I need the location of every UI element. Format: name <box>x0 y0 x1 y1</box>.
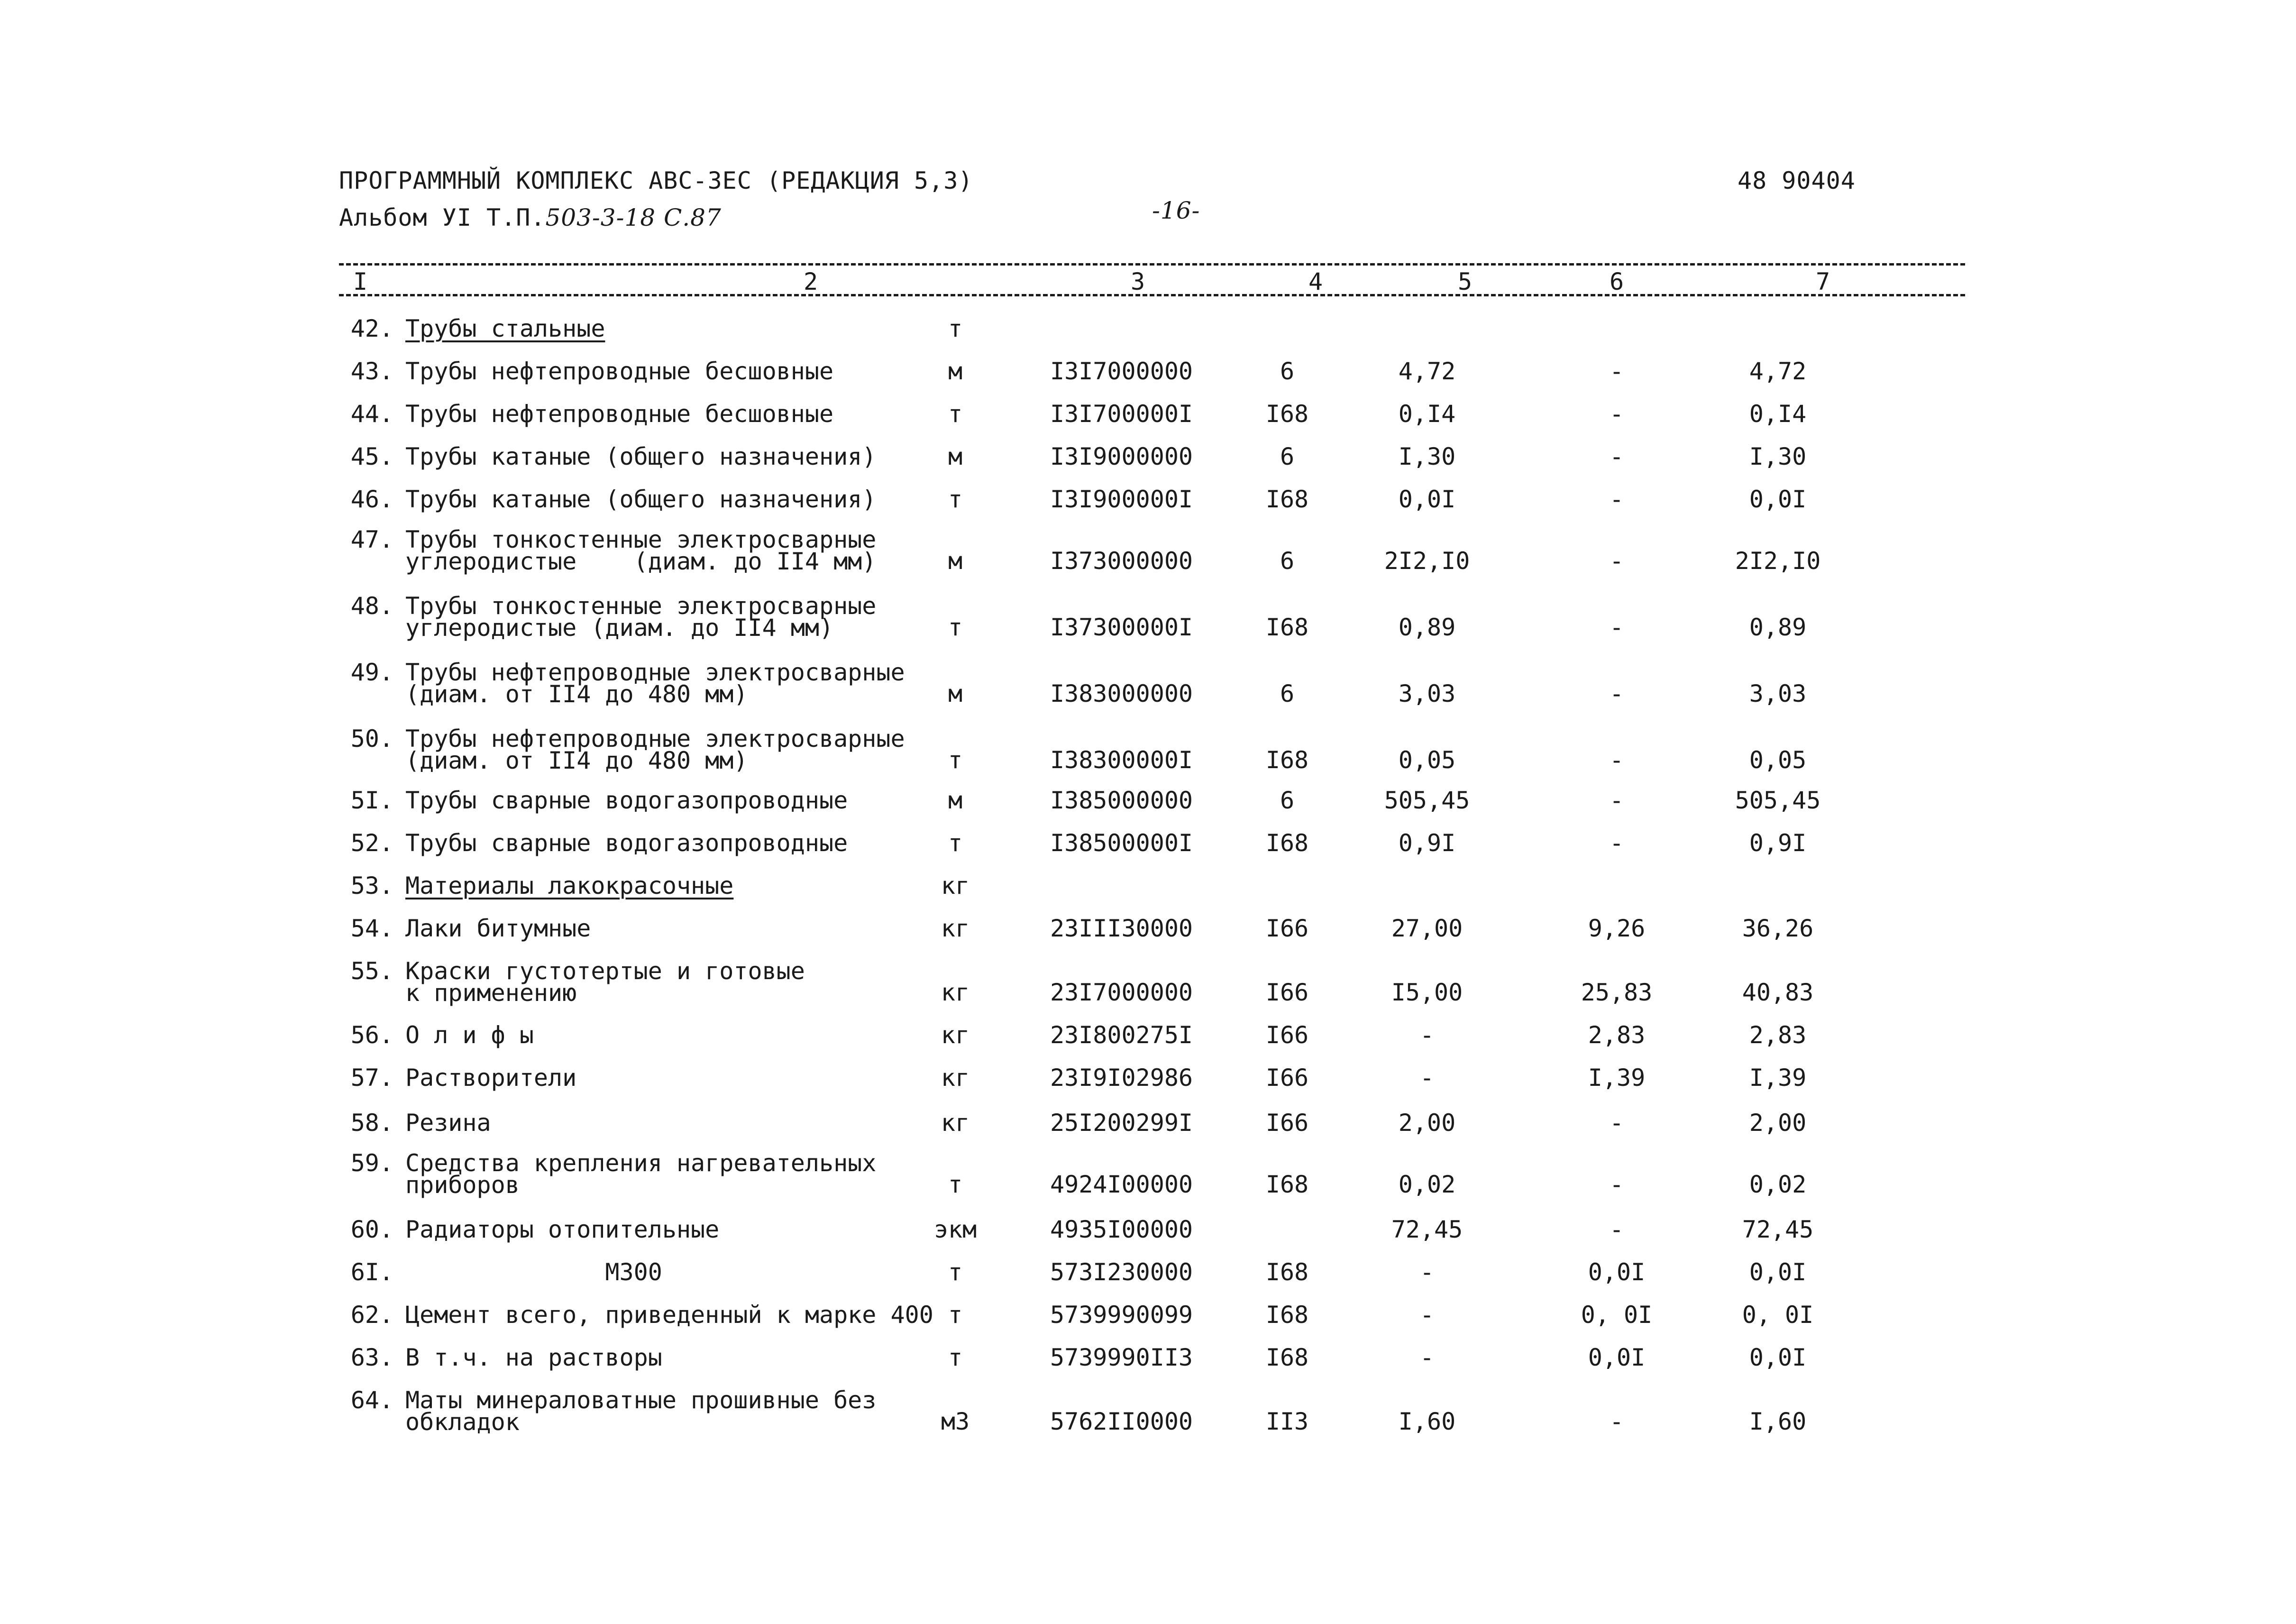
row-code: 5739990099 <box>1050 1301 1193 1329</box>
row-col6: - <box>1609 829 1624 857</box>
album-handwritten-number: 503-3-18 С.87 <box>545 204 722 231</box>
row-col5: 2,00 <box>1398 1109 1456 1137</box>
row-col7: 2,83 <box>1749 1021 1807 1049</box>
row-col6: - <box>1609 787 1624 814</box>
row-number: 56. <box>350 1021 393 1049</box>
row-col7: 0,9I <box>1749 829 1807 857</box>
row-col5: 72,45 <box>1391 1216 1463 1243</box>
row-name <box>405 1064 577 1092</box>
row-name-text: (диам. от II4 до 480 мм) <box>405 747 748 774</box>
row-name-text: углеродистые (диам. до II4 мм) <box>405 548 877 575</box>
column-number-5: 5 <box>1457 268 1473 295</box>
row-col6: 2,83 <box>1588 1021 1646 1049</box>
row-name-line <box>405 1021 534 1049</box>
column-number-2: 2 <box>803 268 818 295</box>
row-unit: м <box>948 680 963 707</box>
row-col6: - <box>1609 614 1624 641</box>
row-name-line <box>405 872 734 899</box>
row-number: 47. <box>350 526 393 553</box>
row-col7: 36,26 <box>1742 915 1814 942</box>
row-name <box>405 358 834 385</box>
row-unit: т <box>948 614 963 641</box>
row-col7: 0,I4 <box>1749 400 1807 428</box>
row-name-line <box>405 680 905 708</box>
row-name-line <box>405 443 877 470</box>
row-col6: 0,0I <box>1588 1258 1646 1286</box>
row-name-text: Трубы тонкостенные электросварные <box>405 526 877 553</box>
row-name-text: Трубы стальные <box>405 315 605 342</box>
row-col6: - <box>1609 1109 1624 1137</box>
row-code: I3I700000I <box>1050 400 1193 428</box>
row-code: 4935I00000 <box>1050 1216 1193 1243</box>
row-name-text: Цемент всего, приведенный к марке 400 <box>405 1301 933 1329</box>
row-unit: экм <box>933 1216 977 1243</box>
row-col4: I68 <box>1265 400 1309 428</box>
row-name-text: Средства крепления нагревательных <box>405 1149 877 1177</box>
row-col7: 505,45 <box>1735 787 1821 814</box>
row-col7: 0, 0I <box>1742 1301 1814 1329</box>
row-col5: 0,89 <box>1398 614 1456 641</box>
row-col5: - <box>1419 1021 1435 1049</box>
row-col6: 25,83 <box>1581 979 1653 1006</box>
row-code: I38300000I <box>1050 746 1193 774</box>
page-number: -16- <box>1152 197 1200 224</box>
row-name <box>405 915 591 942</box>
row-name-text: (диам. от II4 до 480 мм) <box>405 680 748 708</box>
row-name-text: В т.ч. на растворы <box>405 1344 662 1371</box>
row-col7: 0,05 <box>1749 746 1807 774</box>
row-col6: - <box>1609 486 1624 513</box>
row-name-text: О л и ф ы <box>405 1021 534 1049</box>
row-name <box>405 1149 877 1199</box>
row-name-line <box>405 1301 933 1329</box>
row-name-line <box>405 548 877 575</box>
row-name-text: Трубы сварные водогазопроводные <box>405 787 848 814</box>
row-code: I37300000I <box>1050 614 1193 641</box>
row-col5: - <box>1419 1064 1435 1092</box>
row-code: 25I200299I <box>1050 1109 1193 1137</box>
row-col6: - <box>1609 400 1624 428</box>
row-col4: I68 <box>1265 1258 1309 1286</box>
row-number: 53. <box>350 872 393 899</box>
row-code: 5762II0000 <box>1050 1408 1193 1435</box>
row-name-text: Трубы нефтепроводные бесшовные <box>405 400 834 428</box>
row-name <box>405 1301 933 1329</box>
row-number: 59. <box>350 1149 393 1177</box>
row-col5: 27,00 <box>1391 915 1463 942</box>
row-name-line <box>405 486 877 513</box>
row-col5: 4,72 <box>1398 358 1456 385</box>
row-name-text: Маты минераловатные прошивные без <box>405 1386 877 1414</box>
row-number: 60. <box>350 1216 393 1243</box>
row-col7: 0,0I <box>1749 1344 1807 1371</box>
row-col4: II3 <box>1265 1408 1309 1435</box>
row-col6: - <box>1609 746 1624 774</box>
row-number: 52. <box>350 829 393 857</box>
row-col6: - <box>1609 547 1624 575</box>
row-col7: I,60 <box>1749 1408 1807 1435</box>
row-col7: I,30 <box>1749 443 1807 470</box>
row-number: 46. <box>350 486 393 513</box>
row-name-line <box>405 1344 662 1371</box>
row-col7: 72,45 <box>1742 1216 1814 1243</box>
row-col7: 0,0I <box>1749 486 1807 513</box>
row-unit: кг <box>941 915 970 942</box>
row-unit: т <box>948 1258 963 1286</box>
row-name-text: М300 <box>405 1258 662 1286</box>
row-col6: 0,0I <box>1588 1344 1646 1371</box>
header-bottom-rule <box>339 294 1965 296</box>
row-col4: I66 <box>1265 1109 1309 1137</box>
row-number: 48. <box>350 592 393 620</box>
row-name <box>405 659 905 708</box>
row-unit: т <box>948 1344 963 1371</box>
row-code: I3I7000000 <box>1050 358 1193 385</box>
row-name-text: Растворители <box>405 1064 577 1092</box>
row-col6: 0, 0I <box>1581 1301 1653 1329</box>
row-col5: - <box>1419 1258 1435 1286</box>
column-number-1: I <box>353 268 368 295</box>
row-number: 63. <box>350 1344 393 1371</box>
row-name-text: обкладок <box>405 1408 520 1436</box>
row-col5: 0,I4 <box>1398 400 1456 428</box>
row-number: 49. <box>350 659 393 686</box>
row-name-line <box>405 1064 577 1092</box>
row-name-text: Трубы нефтепроводные бесшовные <box>405 358 834 385</box>
row-col4: I66 <box>1265 915 1309 942</box>
row-name-text: Краски густотертые и готовые <box>405 957 805 985</box>
row-number: 6I. <box>350 1258 393 1286</box>
row-unit: кг <box>941 872 970 899</box>
row-code: 23I800275I <box>1050 1021 1193 1049</box>
row-number: 62. <box>350 1301 393 1329</box>
row-col4: I66 <box>1265 979 1309 1006</box>
row-name-line <box>405 315 605 342</box>
row-code: I373000000 <box>1050 547 1193 575</box>
row-unit: т <box>948 1171 963 1198</box>
row-col7: 2,00 <box>1749 1109 1807 1137</box>
row-unit: т <box>948 746 963 774</box>
row-unit: м3 <box>941 1408 970 1435</box>
row-name-line <box>405 1408 876 1436</box>
row-name-line <box>405 400 834 428</box>
row-code: 5739990II3 <box>1050 1344 1193 1371</box>
row-name <box>405 957 805 1007</box>
row-name <box>405 1344 662 1371</box>
row-number: 57. <box>350 1064 393 1092</box>
row-unit: м <box>948 787 963 814</box>
album-reference <box>339 204 722 231</box>
row-col5: - <box>1419 1344 1435 1371</box>
row-col4: I68 <box>1265 1171 1309 1198</box>
row-unit: т <box>948 400 963 428</box>
row-col7: 0,02 <box>1749 1171 1807 1198</box>
row-number: 50. <box>350 725 393 752</box>
row-name-text: углеродистые (диам. до II4 мм) <box>405 614 834 642</box>
row-name-line <box>405 915 591 942</box>
row-col4: 6 <box>1280 680 1295 707</box>
row-number: 43. <box>350 358 393 385</box>
row-unit: кг <box>941 1109 970 1137</box>
row-col4: 6 <box>1280 547 1295 575</box>
row-number: 44. <box>350 400 393 428</box>
row-number: 58. <box>350 1109 393 1137</box>
row-col7: 0,0I <box>1749 1258 1807 1286</box>
row-col7: 4,72 <box>1749 358 1807 385</box>
row-col4: 6 <box>1280 443 1295 470</box>
row-unit: м <box>948 547 963 575</box>
row-col5: 0,9I <box>1398 829 1456 857</box>
row-code: I38500000I <box>1050 829 1193 857</box>
row-unit: м <box>948 443 963 470</box>
row-name <box>405 315 605 342</box>
row-name-line <box>405 614 876 642</box>
row-name-text: приборов <box>405 1171 520 1199</box>
row-name-line <box>405 1109 491 1137</box>
column-number-6: 6 <box>1609 268 1624 295</box>
column-number-4: 4 <box>1308 268 1323 295</box>
row-code: 23III30000 <box>1050 915 1193 942</box>
row-col6: - <box>1609 443 1624 470</box>
row-col4: I68 <box>1265 829 1309 857</box>
row-unit: т <box>948 315 963 342</box>
row-unit: т <box>948 1301 963 1329</box>
row-name-line <box>405 1171 876 1199</box>
row-name <box>405 592 877 642</box>
row-col4: 6 <box>1280 787 1295 814</box>
row-number: 54. <box>350 915 393 942</box>
row-col4: I66 <box>1265 1064 1309 1092</box>
row-code: I3I900000I <box>1050 486 1193 513</box>
row-col4: 6 <box>1280 358 1295 385</box>
row-col4: I68 <box>1265 1301 1309 1329</box>
column-number-3: 3 <box>1130 268 1145 295</box>
row-name <box>405 829 848 857</box>
row-code: 23I9I02986 <box>1050 1064 1193 1092</box>
table-top-rule <box>339 263 1965 266</box>
row-name-line <box>405 358 834 385</box>
row-col7: 2I2,I0 <box>1735 547 1821 575</box>
row-number: 55. <box>350 957 393 985</box>
row-name-line <box>405 787 848 814</box>
row-name <box>405 1386 877 1436</box>
row-name-line <box>405 747 905 774</box>
row-name-text: Радиаторы отопительные <box>405 1216 720 1243</box>
row-code: I383000000 <box>1050 680 1193 707</box>
row-unit: кг <box>941 1021 970 1049</box>
row-unit: м <box>948 358 963 385</box>
row-name-line <box>405 829 848 857</box>
row-col4: I66 <box>1265 1021 1309 1049</box>
row-col5: - <box>1419 1301 1435 1329</box>
row-name-text: Трубы нефтепроводные электросварные <box>405 725 905 752</box>
row-col4: I68 <box>1265 1344 1309 1371</box>
row-col7: 0,89 <box>1749 614 1807 641</box>
row-name-text: Лаки битумные <box>405 915 591 942</box>
row-name-line <box>405 979 805 1007</box>
row-name <box>405 400 834 428</box>
album-label: Альбом УI Т.П. <box>339 204 546 231</box>
row-col6: - <box>1609 1408 1624 1435</box>
row-col6: - <box>1609 680 1624 707</box>
row-name-text: Трубы катаные (общего назначения) <box>405 443 877 470</box>
row-number: 5I. <box>350 787 393 814</box>
row-col5: 0,02 <box>1398 1171 1456 1198</box>
row-name <box>405 486 877 513</box>
row-code: I3I9000000 <box>1050 443 1193 470</box>
row-name-text: Трубы катаные (общего назначения) <box>405 486 877 513</box>
row-col5: 0,0I <box>1398 486 1456 513</box>
row-col7: 40,83 <box>1742 979 1814 1006</box>
row-col7: I,39 <box>1749 1064 1807 1092</box>
row-name-text: Трубы нефтепроводные электросварные <box>405 659 905 686</box>
row-col6: - <box>1609 1216 1624 1243</box>
row-col5: 0,05 <box>1398 746 1456 774</box>
row-number: 64. <box>350 1386 393 1414</box>
row-code: 4924I00000 <box>1050 1171 1193 1198</box>
row-unit: т <box>948 829 963 857</box>
row-col6: I,39 <box>1588 1064 1646 1092</box>
row-name <box>405 725 905 774</box>
row-name <box>405 1021 534 1049</box>
row-name <box>405 526 877 575</box>
row-col6: 9,26 <box>1588 915 1646 942</box>
column-number-7: 7 <box>1815 268 1830 295</box>
row-col4: I68 <box>1265 614 1309 641</box>
row-col5: 3,03 <box>1398 680 1456 707</box>
row-name-line <box>405 1216 720 1243</box>
row-name-text: Трубы тонкостенные электросварные <box>405 592 877 620</box>
row-unit: т <box>948 486 963 513</box>
document-code: 48 90404 <box>1738 167 1856 194</box>
row-col4: I68 <box>1265 486 1309 513</box>
row-name-text: к применению <box>405 979 577 1007</box>
row-code: 573I230000 <box>1050 1258 1193 1286</box>
row-col5: I,60 <box>1398 1408 1456 1435</box>
row-name <box>405 1216 720 1243</box>
row-code: 23I7000000 <box>1050 979 1193 1006</box>
row-col6: - <box>1609 358 1624 385</box>
row-col5: 2I2,I0 <box>1384 547 1470 575</box>
row-col5: 505,45 <box>1384 787 1470 814</box>
row-name-text: Трубы сварные водогазопроводные <box>405 829 848 857</box>
row-col4: I68 <box>1265 746 1309 774</box>
row-unit: кг <box>941 979 970 1006</box>
row-name <box>405 1109 491 1137</box>
row-name <box>405 872 734 899</box>
row-name-line <box>405 1258 662 1286</box>
row-name <box>405 443 877 470</box>
row-number: 45. <box>350 443 393 470</box>
document-title: ПРОГРАММНЫЙ КОМПЛЕКС АВС-ЗЕС (РЕДАКЦИЯ 5,3) <box>339 167 973 194</box>
row-col6: - <box>1609 1171 1624 1198</box>
row-name <box>405 1258 662 1286</box>
row-name-text: Резина <box>405 1109 491 1137</box>
row-code: I385000000 <box>1050 787 1193 814</box>
row-unit: кг <box>941 1064 970 1092</box>
row-name <box>405 787 848 814</box>
row-col7: 3,03 <box>1749 680 1807 707</box>
row-col5: I,30 <box>1398 443 1456 470</box>
row-col5: I5,00 <box>1391 979 1463 1006</box>
row-name-text: Материалы лакокрасочные <box>405 872 734 899</box>
row-number: 42. <box>350 315 393 342</box>
